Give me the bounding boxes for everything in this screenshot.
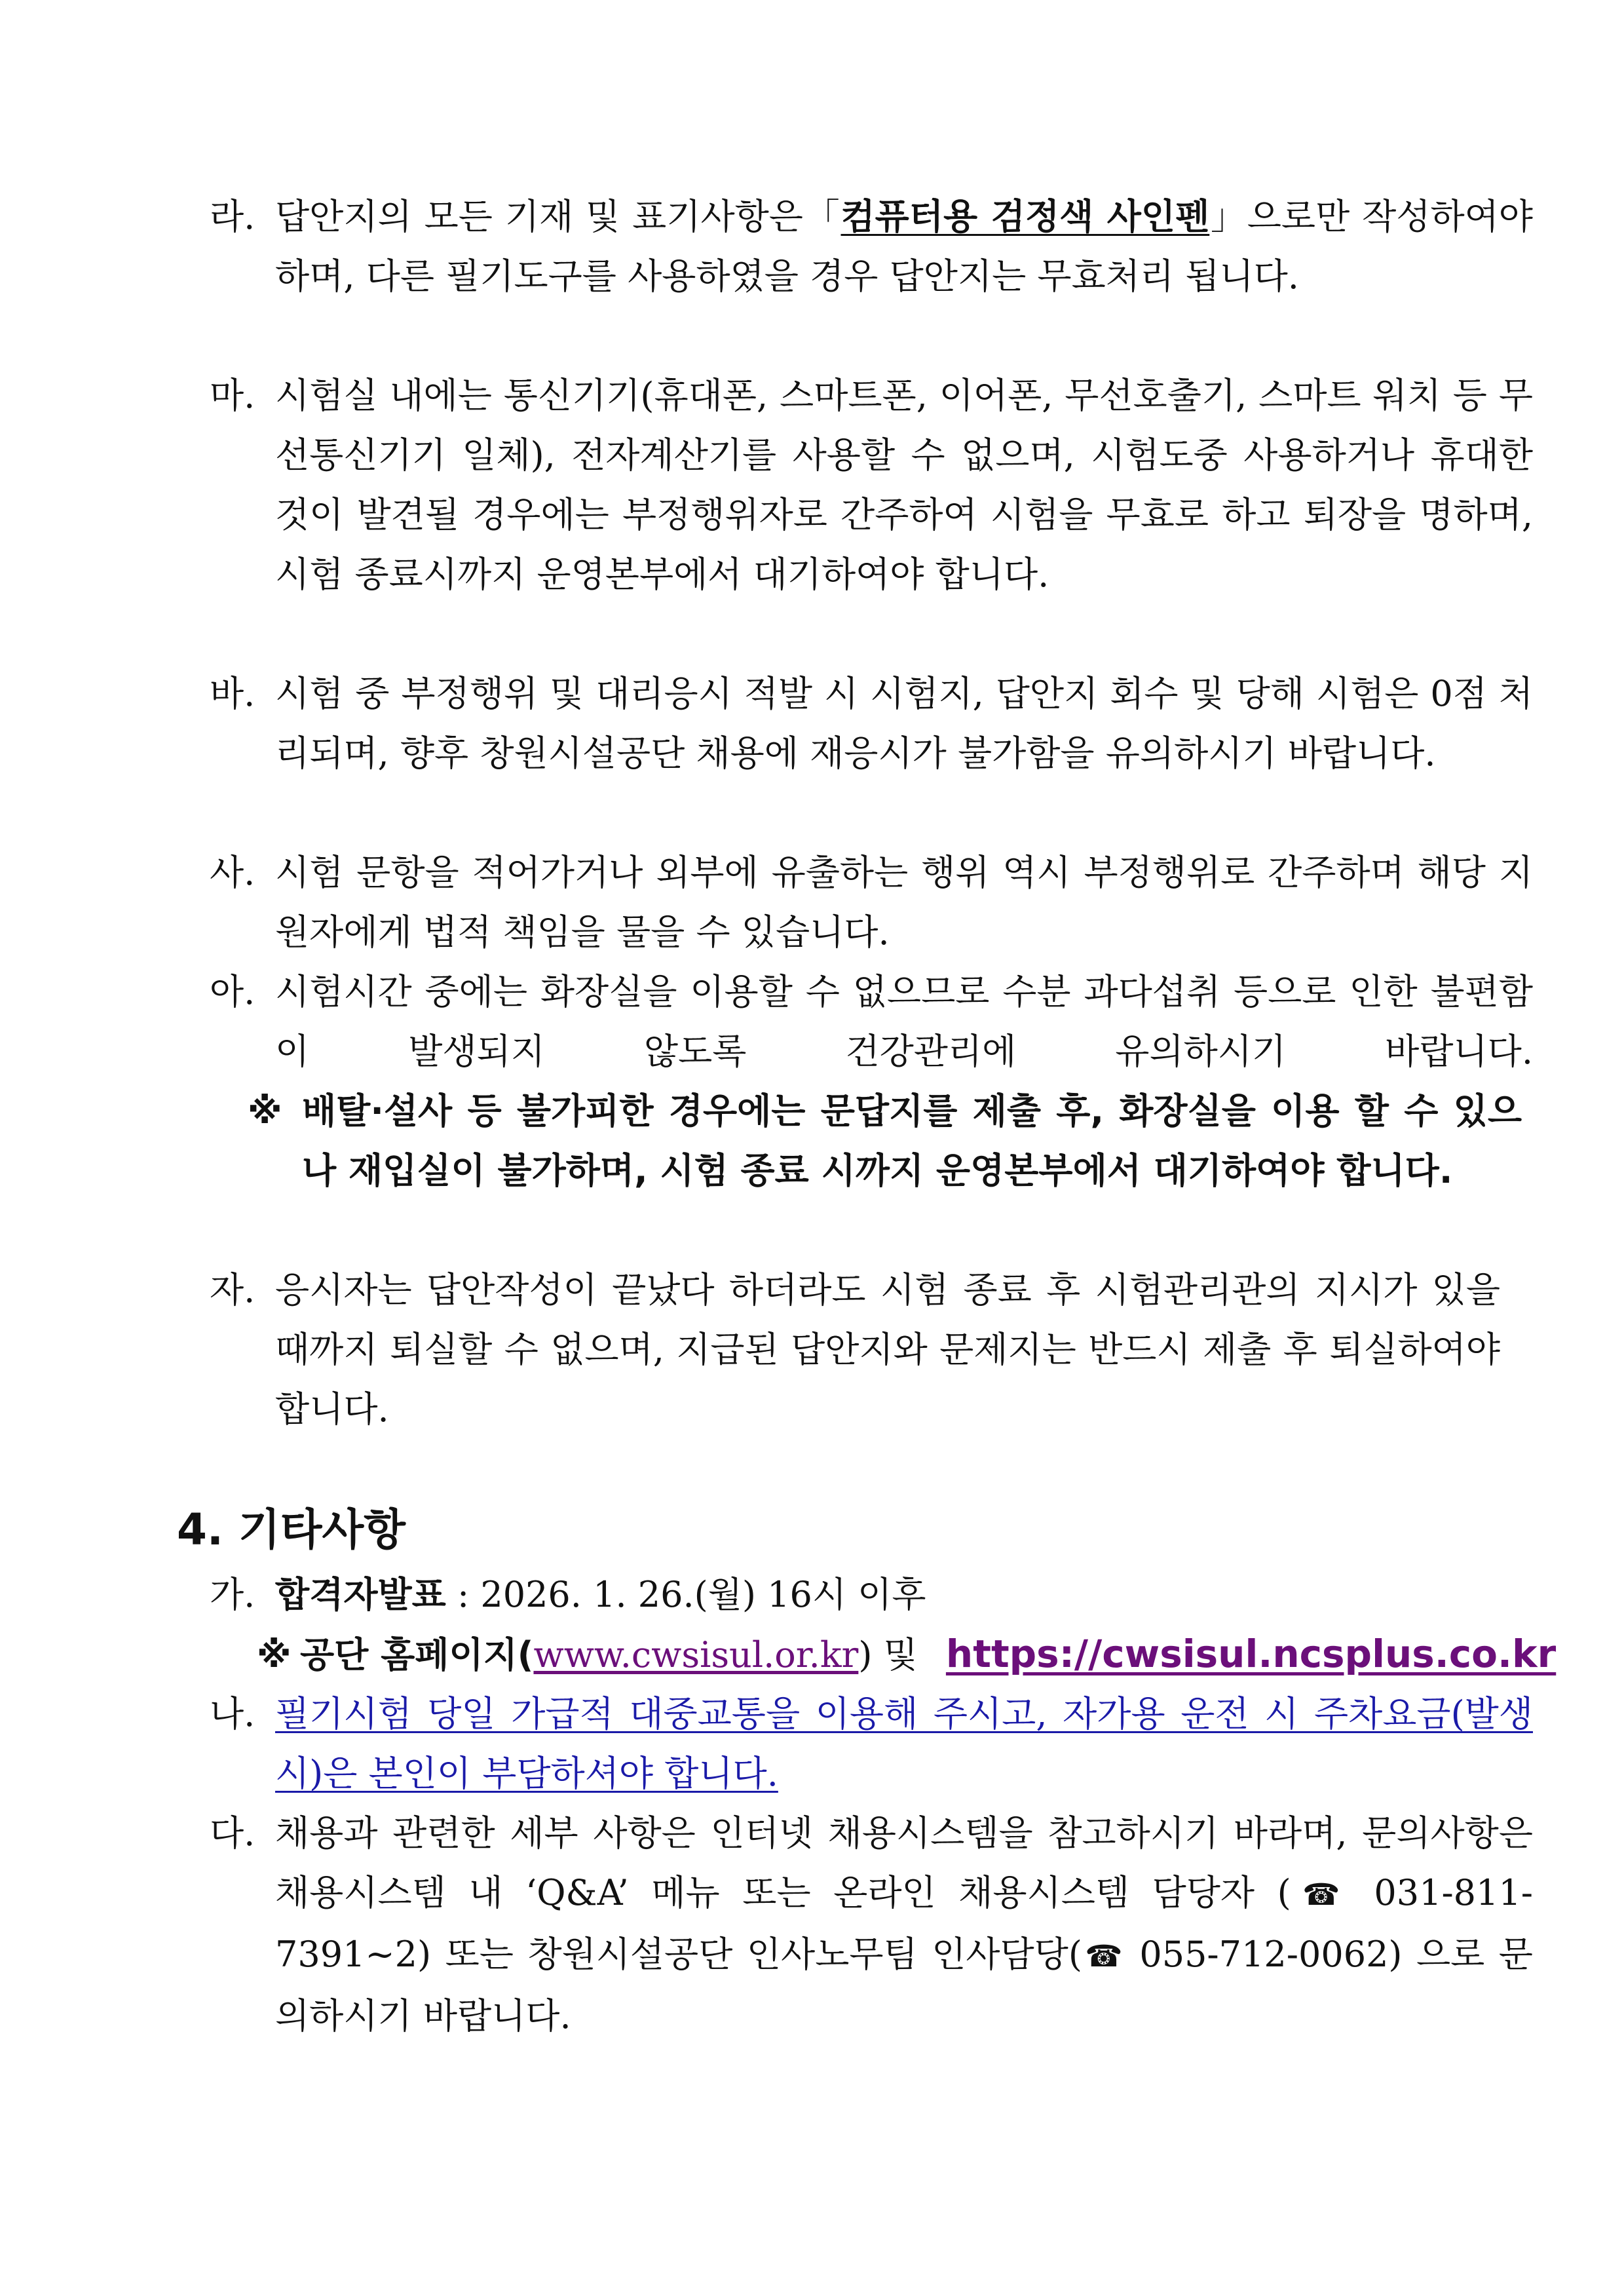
phone-icon: ☎ [1082, 1938, 1125, 1974]
homepage-link[interactable]: www.cwsisul.or.kr [533, 1634, 859, 1675]
contact-phone-2: 055-712-0062) 으로 문의하시기 바랍니다. [275, 1934, 1533, 2037]
homepage-middle: ) 및 [858, 1634, 929, 1675]
list-item-ma [210, 366, 1533, 604]
emphasis-pen: 컴퓨터용 검정색 사인펜 [840, 196, 1210, 237]
list-item-ra [210, 187, 1533, 306]
list-item-sa [210, 843, 1533, 962]
transit-notice: 필기시험 당일 가급적 대중교통을 이용해 주시고, 자가용 운전 시 주차요금(발생 시)은 본인이 부담하셔야 합니다. [275, 1693, 1533, 1794]
item-marker: 자. [210, 1269, 255, 1311]
item-text: 시험 중 부정행위 및 대리응시 적발 시 시험지, 답안지 회수 및 당해 시험은 0점 처리되며, 향후 창원시설공단 채용에 재응시가 불가함을 유의하시기 바랍니다. [275, 673, 1533, 774]
item-marker: 사. [210, 852, 255, 893]
item-text: 응시자는 답안작성이 끝났다 하더라도 시험 종료 후 시험관리관의 지시가 있을 때까지 퇴실할 수 없으며, 지급된 답안지와 문제지는 반드시 제출 후 퇴실하여야 합니다. [275, 1269, 1500, 1430]
announcement-date: : 2026. 1. 26.(월) 16시 이후 [445, 1574, 926, 1615]
contact-text-1: 채용과 관련한 세부 사항은 인터넷 채용시스템을 참고하시기 바라며, 문의사항은 채용시스템 내 ‘Q&A’ 메뉴 또는 온라인 채용시스템 담당자 ( [275, 1812, 1533, 1913]
note-marker: ※ [248, 1090, 282, 1132]
item-text: 시험 문항을 적어가거나 외부에 유출하는 행위 역시 부정행위로 간주하며 해당 지원자에게 법적 책임을 물을 수 있습니다. [275, 852, 1533, 953]
homepage-prefix: 공단 홈페이지( [300, 1634, 534, 1675]
list-item-ga [210, 1565, 926, 1624]
list-item-ja [210, 1260, 1500, 1439]
item-text-post: 」으로만 작성하여야 하며, 다른 필기도구를 사용하였을 경우 답안지는 무효처리 됩니다. [275, 196, 1533, 297]
item-marker: 다. [210, 1812, 255, 1854]
item-marker: 가. [210, 1574, 255, 1615]
homepage-note [257, 1624, 1556, 1685]
item-text: 시험실 내에는 통신기기(휴대폰, 스마트폰, 이어폰, 무선호출기, 스마트 워치 등 무선통신기기 일체), 전자계산기를 사용할 수 없으며, 시험도중 사용하거나 휴대한 것이 발견될 경우에는 부정행위자로 간주하여 시험을 무효로 하고 퇴장을 명하며, 시험 종료시까지 운영본부에서 대기하여야 합니다. [275, 375, 1533, 595]
item-marker: 아. [210, 971, 255, 1012]
contact-phone-1: 031-811-7391~2) 또는 창원시설공단 인사노무팀 인사담당( [275, 1872, 1534, 1975]
item-marker: 마. [210, 375, 255, 416]
note-marker: ※ [257, 1634, 292, 1675]
list-item-na [210, 1684, 1533, 1803]
list-item-a [210, 962, 1533, 1081]
phone-icon: ☎ [1291, 1877, 1351, 1912]
item-text-pre: 답안지의 모든 기재 및 표기사항은「 [275, 196, 841, 237]
item-marker: 나. [210, 1693, 255, 1734]
list-item-ba [210, 664, 1533, 783]
item-text: 시험시간 중에는 화장실을 이용할 수 없으므로 수분 과다섭취 등으로 인한 불편함이 발생되지 않도록 건강관리에 유의하시기 바랍니다. [275, 971, 1533, 1072]
section-heading: 4. 기타사항 [177, 1504, 406, 1555]
restroom-note [248, 1081, 1522, 1200]
ncsplus-link[interactable]: https://cwsisul.ncsplus.co.kr [945, 1632, 1557, 1676]
note-text: 배탈·설사 등 불가피한 경우에는 문답지를 제출 후, 화장실을 이용 할 수 있으나 재입실이 불가하며, 시험 종료 시까지 운영본부에서 대기하여야 합니다. [302, 1090, 1522, 1191]
item-marker: 바. [210, 673, 255, 714]
announcement-label: 합격자발표 [275, 1574, 446, 1615]
item-marker: 라. [210, 196, 255, 237]
list-item-da [210, 1803, 1533, 2046]
